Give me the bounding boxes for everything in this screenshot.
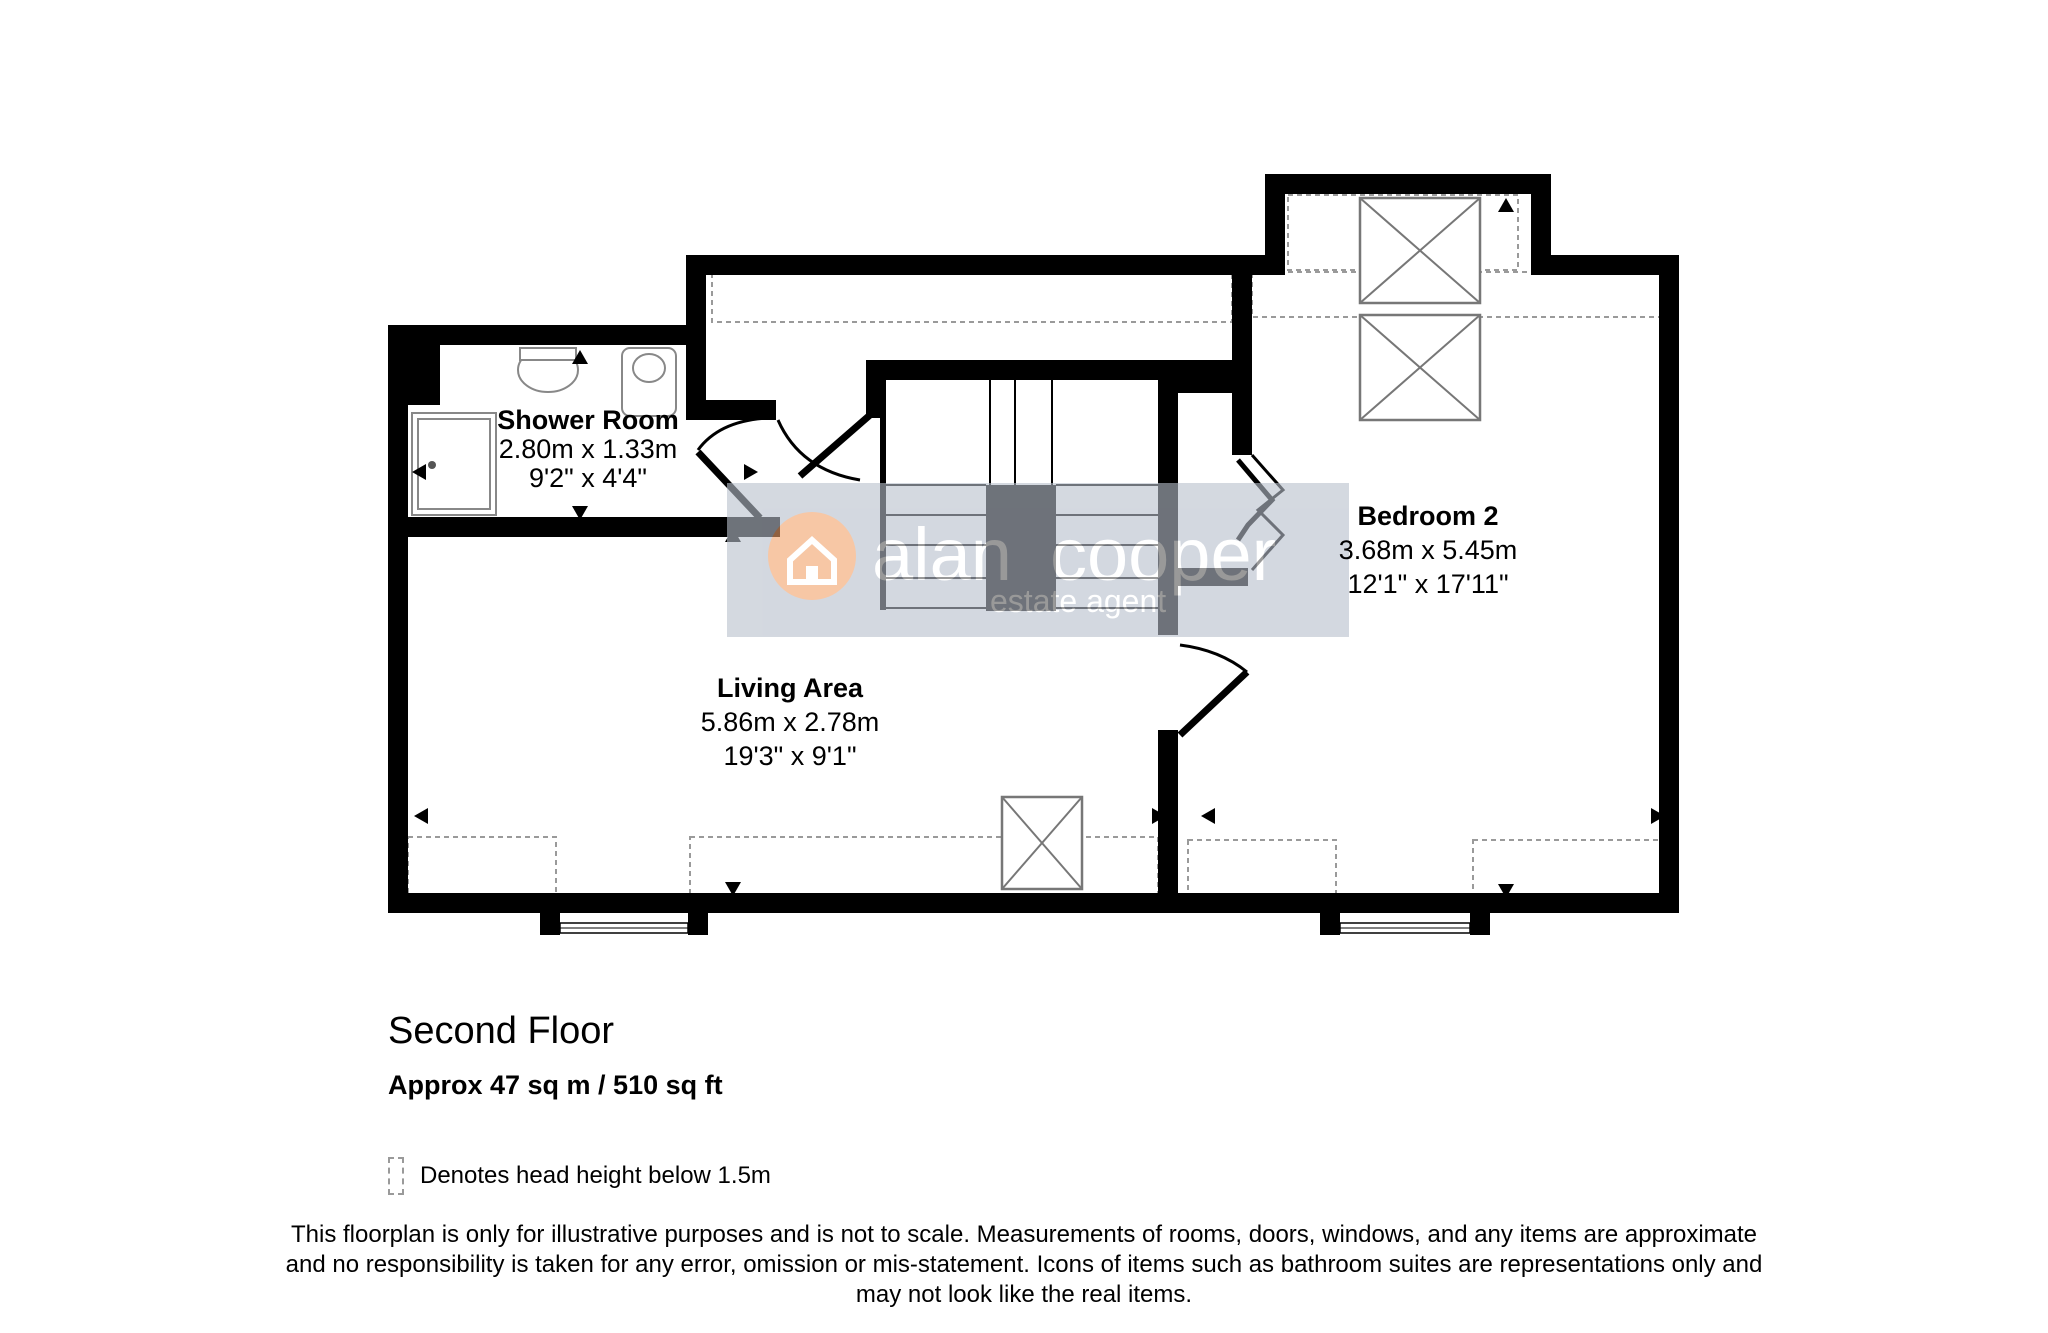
shower-room-imperial: 9'2" x 4'4" [528, 463, 648, 493]
living-area-metric: 5.86m x 2.78m [700, 707, 880, 737]
house-logo-icon [768, 512, 856, 600]
head-height-swatch [388, 1157, 404, 1195]
bedroom-name: Bedroom 2 [1357, 501, 1499, 531]
legend-label: Denotes head height below 1.5m [420, 1162, 771, 1189]
living-area-name: Living Area [716, 673, 864, 703]
legend [388, 1157, 771, 1195]
floor-area: Approx 47 sq m / 510 sq ft [388, 1070, 723, 1100]
bedroom-metric: 3.68m x 5.45m [1338, 535, 1518, 565]
watermark-brand-left: alan [872, 513, 1012, 596]
watermark-brand-right: cooper [1050, 513, 1277, 596]
living-area-imperial: 19'3" x 9'1" [723, 741, 857, 771]
disclaimer-line-3: may not look like the real items. [855, 1281, 1193, 1308]
shower-room-metric: 2.80m x 1.33m [498, 434, 678, 464]
watermark [727, 483, 1349, 637]
room-label-living [701, 673, 880, 771]
shower-room-name: Shower Room [497, 405, 679, 435]
floor-title: Second Floor [388, 1010, 615, 1052]
disclaimer-line-1: This floorplan is only for illustrative purposes and is not to scale. Measurements of rooms, doors, windows, and any items are approximate [290, 1221, 1757, 1248]
watermark-tagline: estate agent [990, 583, 1167, 619]
bedroom-imperial: 12'1" x 17'11" [1347, 569, 1509, 599]
room-label-bedroom [1339, 501, 1518, 599]
disclaimer [240, 1220, 1808, 1310]
room-label-shower [497, 405, 679, 493]
disclaimer-line-2: and no responsibility is taken for any error, omission or mis-statement. Icons of items such as bathroom suites are representations only and [285, 1251, 1763, 1278]
